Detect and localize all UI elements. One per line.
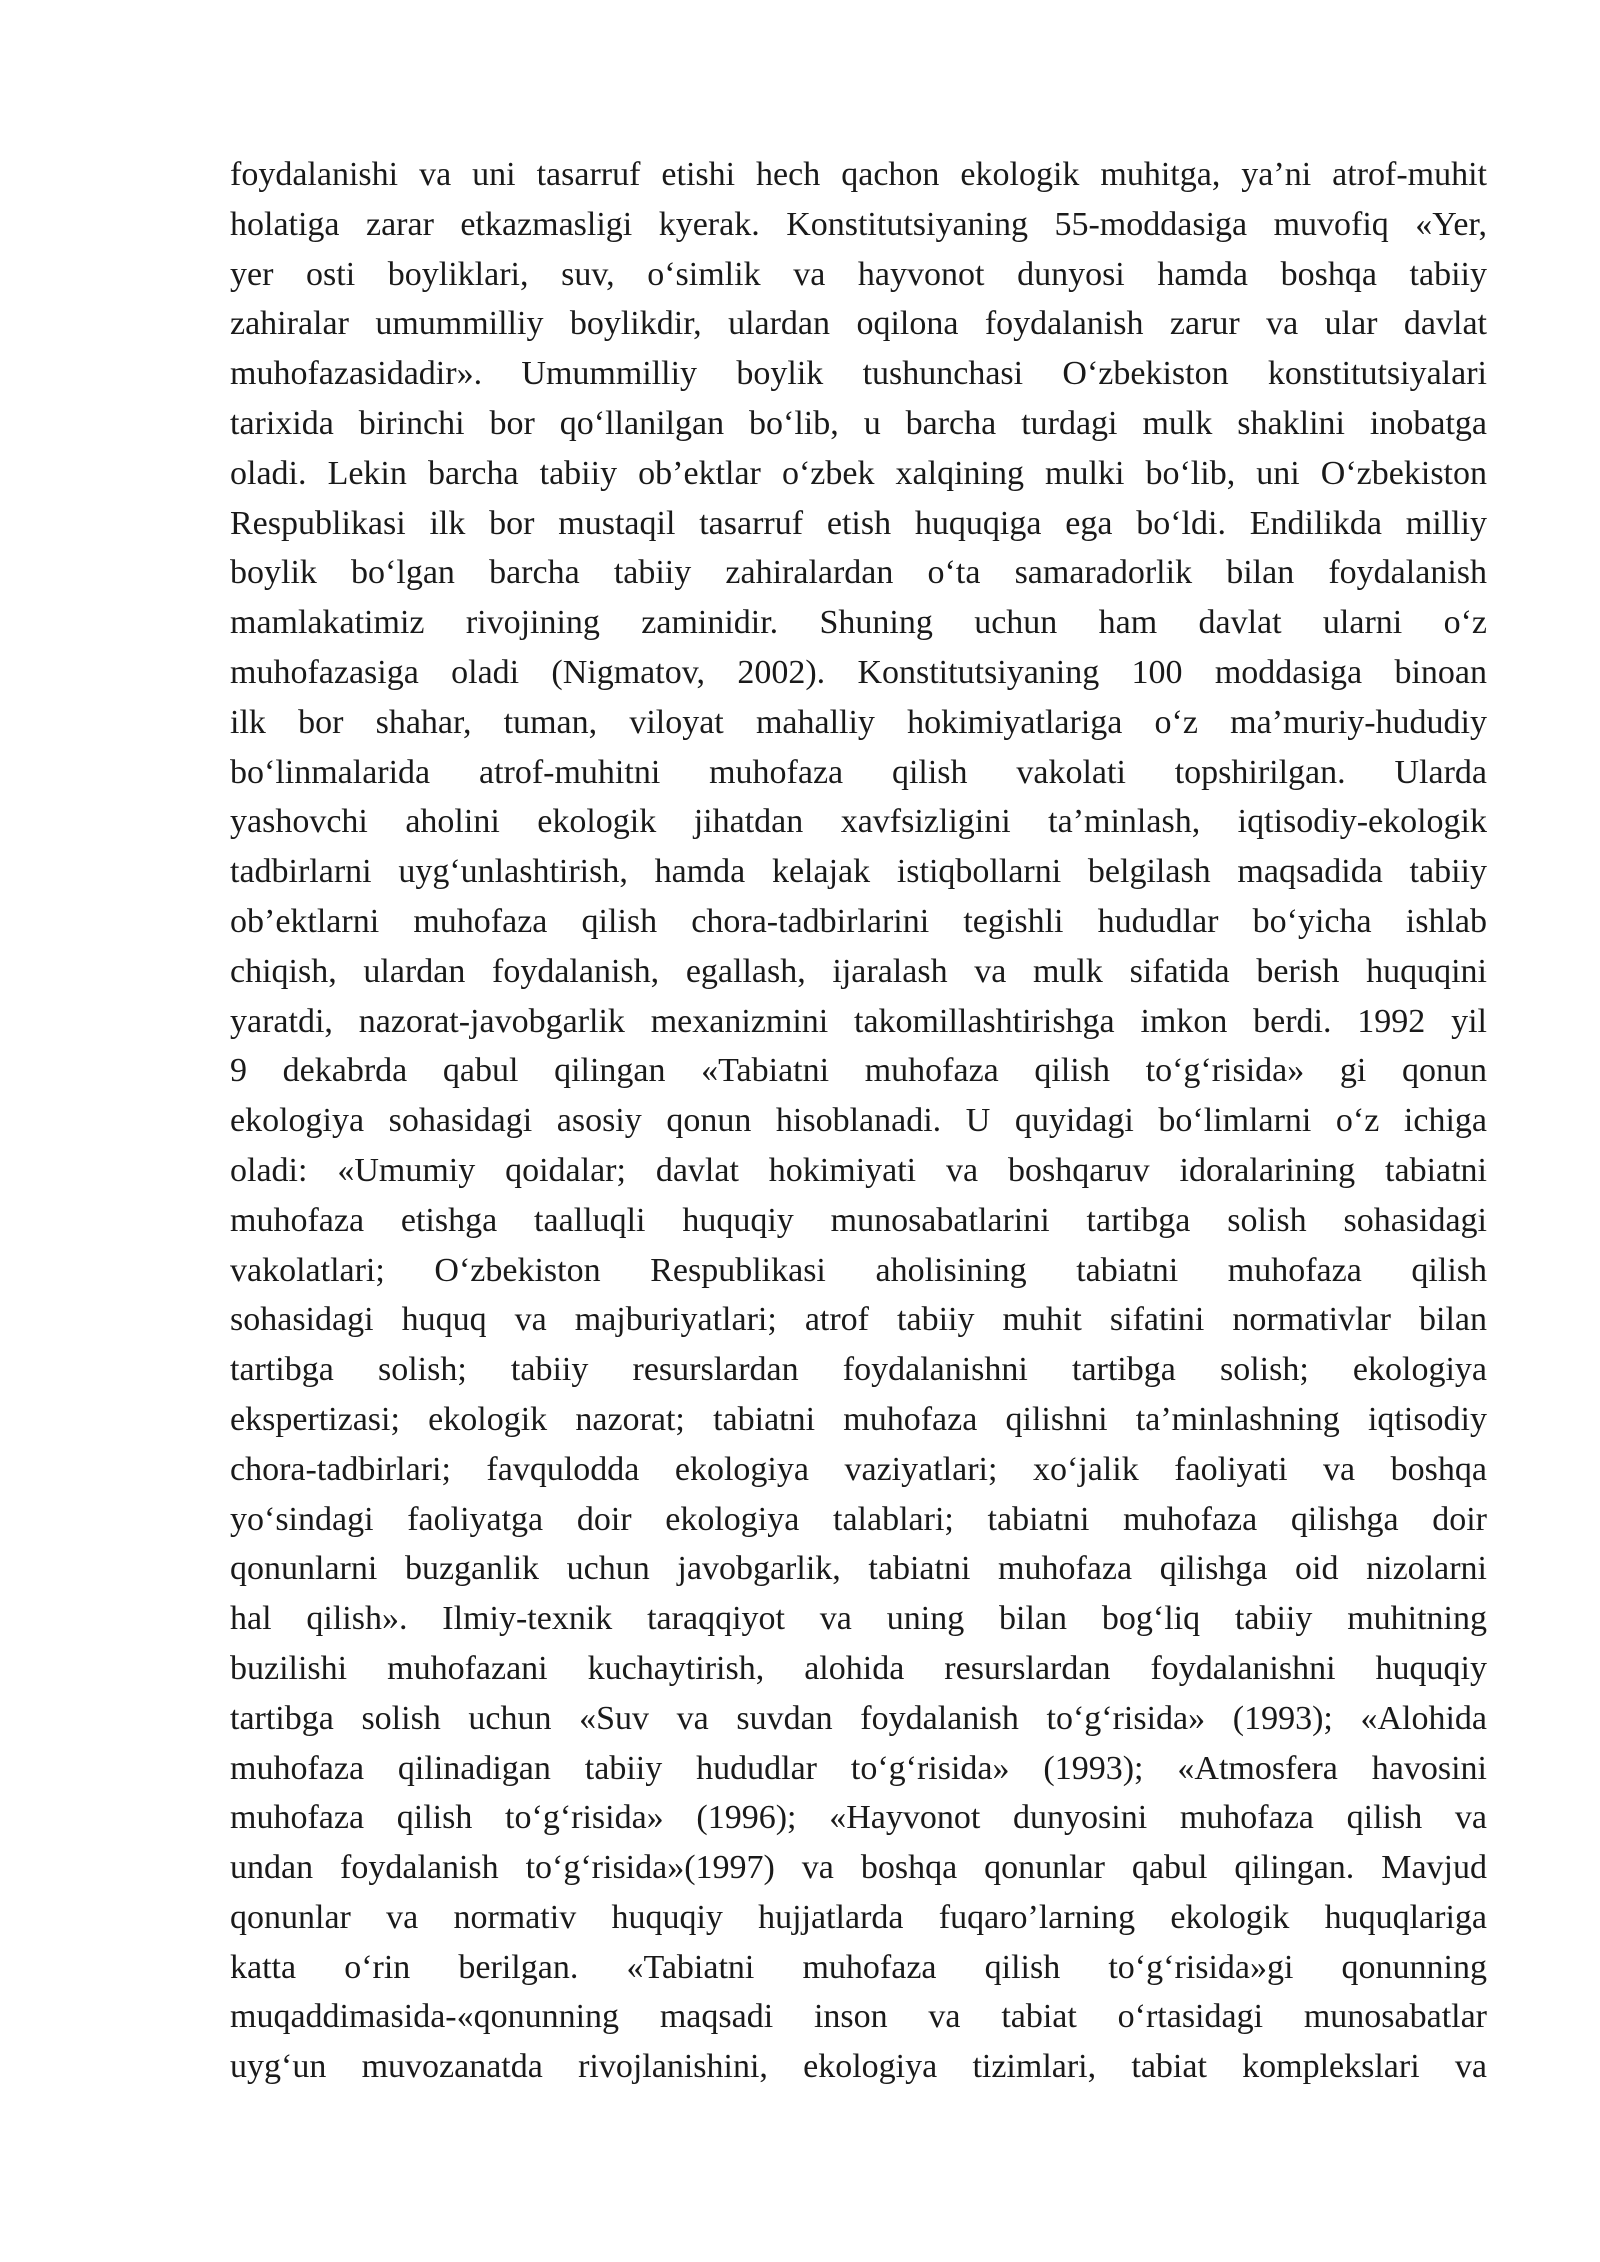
text-line: yer osti boyliklari, suv, o‘simlik va hayvonot dunyosi hamda boshqa tabiiy	[230, 255, 1487, 293]
text-line: bo‘linmalarida atrof-muhitni muhofaza qilish vakolati topshirilgan. Ularda	[230, 753, 1487, 791]
body-paragraph	[230, 150, 1487, 2092]
text-line: oladi. Lekin barcha tabiiy ob’ektlar o‘zbek xalqining mulki bo‘lib, uni O‘zbekiston	[230, 454, 1487, 492]
text-line: ekologiya sohasidagi asosiy qonun hisoblanadi. U quyidagi bo‘limlarni o‘z ichiga	[230, 1102, 1487, 1140]
text-line: katta o‘rin berilgan. «Tabiatni muhofaza qilish to‘g‘risida»gi qonunning	[230, 1948, 1487, 1986]
text-line: buzilishi muhofazani kuchaytirish, alohida resurslardan foydalanishni huquqiy	[230, 1649, 1487, 1687]
text-line: vakolatlari; O‘zbekiston Respublikasi aholisining tabiatni muhofaza qilish	[230, 1251, 1487, 1289]
text-line: muhofaza qilinadigan tabiiy hududlar to‘g‘risida» (1993); «Atmosfera havosini	[230, 1749, 1487, 1787]
text-line: boylik bo‘lgan barcha tabiiy zahiralardan o‘ta samaradorlik bilan foydalanish	[230, 554, 1487, 592]
text-line: qonunlarni buzganlik uchun javobgarlik, tabiatni muhofaza qilishga oid nizolarni	[230, 1550, 1487, 1588]
text-line: tadbirlarni uyg‘unlashtirish, hamda kelajak istiqbollarni belgilash maqsadida tabiiy	[230, 853, 1487, 891]
text-line: holatiga zarar etkazmasligi kyerak. Konstitutsiyaning 55-moddasiga muvofiq «Yer,	[230, 205, 1487, 243]
text-line: muhofazasiga oladi (Nigmatov, 2002). Konstitutsiyaning 100 moddasiga binoan	[230, 653, 1487, 691]
text-line: hal qilish». Ilmiy-texnik taraqqiyot va uning bilan bog‘liq tabiiy muhitning	[230, 1600, 1487, 1638]
text-line: ilk bor shahar, tuman, viloyat mahalliy hokimiyatlariga o‘z ma’muriy-hududiy	[230, 703, 1487, 741]
text-line: chiqish, ulardan foydalanish, egallash, ijaralash va mulk sifatida berish huquqini	[230, 952, 1487, 990]
text-line: yashovchi aholini ekologik jihatdan xavfsizligini ta’minlash, iqtisodiy-ekologik	[230, 803, 1487, 841]
text-line: foydalanishi va uni tasarruf etishi hech qachon ekologik muhitga, ya’ni atrof-muhit	[230, 156, 1487, 193]
text-line: oladi: «Umumiy qoidalar; davlat hokimiyati va boshqaruv idoralarining tabiatni	[230, 1151, 1487, 1189]
text-line: tartibga solish; tabiiy resurslardan foydalanishni tartibga solish; ekologiya	[230, 1351, 1487, 1389]
text-line: tartibga solish uchun «Suv va suvdan foydalanish to‘g‘risida» (1993); «Alohida	[230, 1699, 1487, 1737]
text-line: zahiralar umummilliy boylikdir, ulardan oqilona foydalanish zarur va ular davlat	[230, 305, 1487, 343]
text-line: muhofaza etishga taalluqli huquqiy munosabatlarini tartibga solish sohasidagi	[230, 1201, 1487, 1239]
text-line: 9 dekabrda qabul qilingan «Tabiatni muhofaza qilish to‘g‘risida» gi qonun	[230, 1052, 1487, 1090]
text-line: yaratdi, nazorat-javobgarlik mexanizmini takomillashtirishga imkon berdi. 1992 yil	[230, 1002, 1487, 1040]
text-line: undan foydalanish to‘g‘risida»(1997) va boshqa qonunlar qabul qilingan. Mavjud	[230, 1849, 1487, 1887]
text-line: muhofazasidadir». Umummilliy boylik tushunchasi O‘zbekiston konstitutsiyalari	[230, 355, 1487, 393]
text-line: chora-tadbirlari; favqulodda ekologiya vaziyatlari; xo‘jalik faoliyati va boshqa	[230, 1450, 1487, 1488]
text-line: tarixida birinchi bor qo‘llanilgan bo‘lib, u barcha turdagi mulk shaklini inobatga	[230, 404, 1487, 442]
text-line: muqaddimasida-«qonunning maqsadi inson va tabiat o‘rtasidagi munosabatlar	[230, 1998, 1487, 2036]
text-line: ekspertizasi; ekologik nazorat; tabiatni muhofaza qilishni ta’minlashning iqtisodiy	[230, 1400, 1487, 1438]
text-line: mamlakatimiz rivojining zaminidir. Shuning uchun ham davlat ularni o‘z	[230, 604, 1487, 642]
text-line: yo‘sindagi faoliyatga doir ekologiya talablari; tabiatni muhofaza qilishga doir	[230, 1500, 1487, 1538]
text-line: Respublikasi ilk bor mustaqil tasarruf etish huquqiga ega bo‘ldi. Endilikda milliy	[230, 504, 1487, 542]
text-line: sohasidagi huquq va majburiyatlari; atrof tabiiy muhit sifatini normativlar bilan	[230, 1301, 1487, 1339]
text-line: ob’ektlarni muhofaza qilish chora-tadbirlarini tegishli hududlar bo‘yicha ishlab	[230, 902, 1487, 940]
text-line: qonunlar va normativ huquqiy hujjatlarda fuqaro’larning ekologik huquqlariga	[230, 1898, 1487, 1936]
text-line: uyg‘un muvozanatda rivojlanishini, ekologiya tizimlari, tabiat komplekslari va	[230, 2048, 1487, 2086]
text-line: muhofaza qilish to‘g‘risida» (1996); «Hayvonot dunyosini muhofaza qilish va	[230, 1799, 1487, 1837]
